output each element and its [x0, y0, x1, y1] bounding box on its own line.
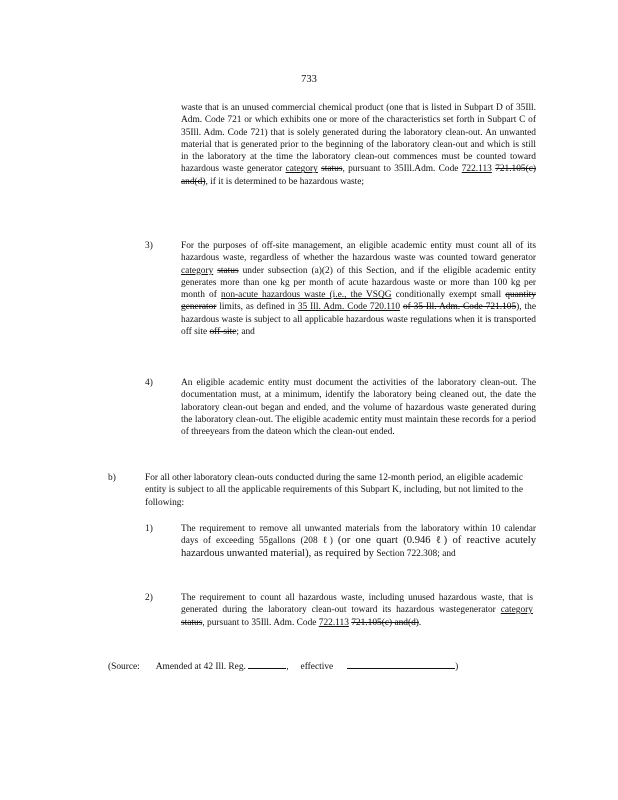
source-comma: ,: [286, 662, 289, 672]
deleted-text: status: [217, 265, 239, 276]
text: Section 722.308; and: [373, 548, 456, 559]
deleted-text: status: [181, 617, 203, 628]
text: , if it is determined to be hazardous waste;: [205, 176, 365, 187]
inserted-text: 722.113: [318, 617, 349, 628]
inserted-text: category: [181, 265, 214, 276]
effective-date-blank: [347, 659, 455, 669]
inserted-text: category: [285, 164, 318, 175]
subsection-b-paragraph: For all other laboratory clean-outs conducted during the same 12-month period, an eligible academic entity is subject to all the applicable requirements of this Subpart K, including, but not limited to the following:: [145, 473, 523, 508]
register-blank: [248, 659, 286, 669]
item-4-paragraph: An eligible academic entity must document the activities of the laboratory clean-out. The documentation must, at a minimum, identify the laboratory being cleaned out, the date the laboratory clean-out began and ended, and the volume of hazardous waste generated during the laboratory clean-out. The eligible academic entity must maintain these records for a period of threeyears from the dateon which the clean-out ended.: [181, 378, 536, 438]
source-close: ): [455, 662, 459, 672]
text: The requirement to count all hazardous waste, including unused hazardous waste, that is generated during the laboratory clean-out toward its hazardous wastegenerator: [181, 593, 533, 616]
text: For the purposes of off-site management, an eligible academic entity must count all of its hazardous waste, regardless of whether the hazardous waste was counted toward generator: [181, 241, 536, 264]
source-note: [108, 659, 548, 673]
item-label-4: 4): [145, 378, 153, 388]
text: , pursuant to 35Ill. Adm. Code: [202, 617, 319, 628]
inserted-text: 722.113: [461, 164, 492, 175]
inserted-text: 35 Ill. Adm. Code 720.110: [297, 302, 401, 313]
continued-paragraph: [181, 102, 536, 188]
source-effective: effective: [300, 662, 334, 672]
deleted-text: 721.105(c) and(d): [351, 617, 419, 628]
deleted-text: of 35 Ill. Adm. Code 721.105: [402, 302, 517, 313]
inserted-text: category: [500, 605, 533, 616]
deleted-text: off-site: [209, 327, 237, 338]
source-open: (Source:: [108, 662, 140, 672]
item-b1-paragraph: [181, 523, 536, 560]
source-amended: Amended at 42 Ill. Reg.: [155, 662, 246, 672]
text: under subsection (a)(2) of this Section, and if the eligible academic entity generates more than one kg per month of acute hazardous waste or more than 100 kg per month of: [181, 265, 537, 301]
subsection-label-b: b): [108, 473, 116, 483]
text: The requirement to remove all unwanted materials from the laboratory within 10 calendar days of exceeding 55gallons (208 ℓ): [181, 524, 536, 547]
inserted-text: non-acute hazardous waste (i.e., the VSQG: [220, 290, 392, 301]
emphasized-text: (or one quart (0.946 ℓ) of reactive acutely hazardous unwanted material), as required by: [181, 535, 536, 559]
item-label-b1: 1): [145, 524, 153, 534]
item-label-b2: 2): [145, 593, 153, 603]
deleted-text: 721.105(c) and(d): [181, 164, 537, 187]
text: ; and: [236, 327, 255, 338]
text: , pursuant to 35Ill.Adm. Code: [342, 164, 462, 175]
deleted-text: status: [321, 164, 343, 175]
text: waste that is an unused commercial chemical product (one that is listed in Subpart D of 35Ill. Adm. Code 721 or which exhibits one or more of the characteristics set forth in Subpart C of 35Ill. Adm. Code 721) that is solely generated during the laboratory clean-out. An unwanted material that is generated prior to the beginning of the laboratory clean-out and which is still in the laboratory at the time the laboratory clean-out commences must be counted toward hazardous waste generator: [181, 103, 536, 175]
item-label-3: 3): [145, 241, 153, 251]
item-3-paragraph: [181, 240, 536, 338]
text: ), the hazardous waste is subject to all applicable hazardous waste regulations when it is transported off site: [181, 302, 536, 338]
text: limits, as defined in: [216, 302, 298, 313]
text: conditionally exempt small: [391, 290, 506, 301]
text: .: [418, 617, 422, 628]
page-number: 733: [301, 74, 317, 85]
deleted-text: quantity generator: [181, 290, 536, 313]
item-b2-paragraph: [181, 592, 533, 629]
